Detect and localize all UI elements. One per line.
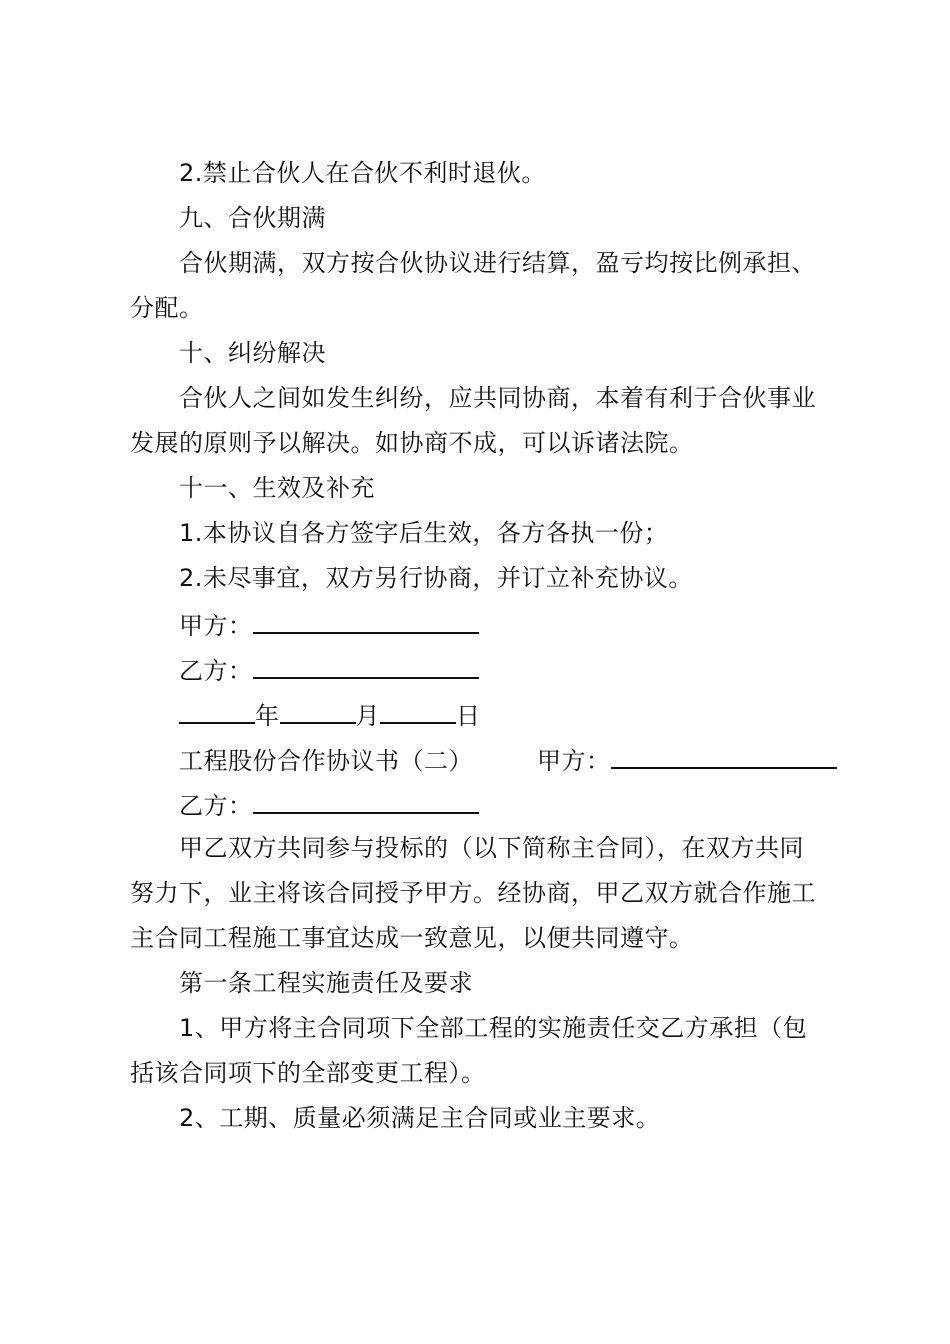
article-1-item-1-line-2: 括该合同项下的全部变更工程）。 — [130, 1059, 486, 1087]
section-11-item-2: 2.未尽事宜，双方另行协商，并订立补充协议。 — [179, 564, 693, 592]
date-month-blank — [280, 698, 356, 724]
signature-party-a — [179, 608, 879, 641]
section-9-heading: 九、合伙期满 — [179, 204, 326, 232]
section-11-heading: 十一、生效及补充 — [179, 474, 375, 502]
second-party-b-blank — [253, 788, 479, 814]
clause-8-item-2: 2.禁止合伙人在合伙不利时退伙。 — [179, 159, 546, 187]
signature-party-b — [179, 653, 879, 686]
preamble-line-3: 主合同工程施工事宜达成一致意见，以便共同遵守。 — [130, 924, 694, 952]
section-9-paragraph-line-1: 合伙期满，双方按合伙协议进行结算，盈亏均按比例承担、 — [179, 249, 816, 277]
date-year-blank — [179, 698, 255, 724]
party-b-label: 乙方： — [179, 657, 253, 685]
second-agreement-title: 工程股份合作协议书（二） — [179, 747, 473, 775]
second-party-b-label: 乙方： — [179, 792, 253, 820]
signature-date — [179, 698, 879, 731]
section-10-paragraph-line-1: 合伙人之间如发生纠纷，应共同协商，本着有利于合伙事业 — [179, 384, 816, 412]
section-10-heading: 十、纠纷解决 — [179, 339, 326, 367]
article-1-item-1-line-1: 1、甲方将主合同项下全部工程的实施责任交乙方承担（包 — [179, 1014, 808, 1042]
second-agreement-title-line — [179, 743, 879, 776]
date-year-label: 年 — [255, 702, 280, 730]
party-a-label: 甲方： — [179, 612, 253, 640]
second-party-a-label: 甲方： — [537, 747, 611, 775]
second-party-b-line — [179, 788, 879, 821]
date-day-blank — [380, 698, 456, 724]
section-10-paragraph-line-2: 发展的原则予以解决。如协商不成，可以诉诸法院。 — [130, 429, 694, 457]
article-1-item-2: 2、工期、质量必须满足主合同或业主要求。 — [179, 1104, 661, 1132]
date-month-label: 月 — [355, 702, 380, 730]
preamble-line-1: 甲乙双方共同参与投标的（以下简称主合同），在双方共同 — [179, 834, 804, 862]
preamble-line-2: 努力下，业主将该合同授予甲方。经协商，甲乙双方就合作施工 — [130, 879, 816, 907]
second-party-a-blank — [611, 743, 837, 769]
date-day-label: 日 — [456, 702, 481, 730]
party-a-signature-blank — [253, 608, 479, 634]
section-9-paragraph-line-2: 分配。 — [130, 294, 204, 322]
section-11-item-1: 1.本协议自各方签字后生效，各方各执一份； — [179, 519, 669, 547]
party-b-signature-blank — [253, 653, 479, 679]
article-1-heading: 第一条工程实施责任及要求 — [179, 969, 473, 997]
